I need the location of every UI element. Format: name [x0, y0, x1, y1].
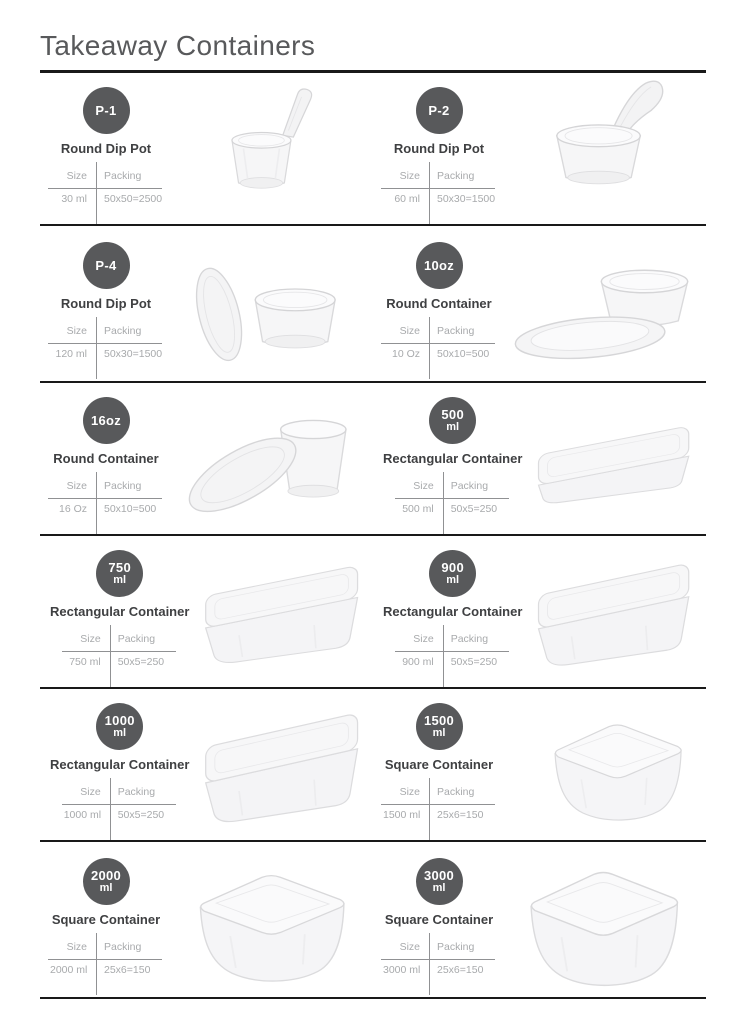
- spec-packing-value: 50x10=500: [104, 502, 157, 515]
- product-code: 2000: [90, 867, 122, 883]
- product-code: 1000: [104, 712, 135, 728]
- product-name: Square Container: [384, 756, 494, 772]
- spec-table: [50, 475, 162, 521]
- product-code: 10oz: [423, 257, 455, 273]
- spec-table: [397, 628, 509, 674]
- product-row-4: [40, 536, 706, 689]
- product-photo-area: [495, 844, 706, 996]
- product-code-unit: ml: [432, 881, 446, 894]
- product-code-badge: [416, 703, 463, 750]
- product-code-badge: [83, 87, 130, 134]
- product-code-badge: [416, 87, 463, 134]
- product-card-1000ml: [40, 689, 373, 840]
- spec-packing-header: Packing: [450, 632, 489, 645]
- spec-table: [50, 320, 162, 366]
- product-name: Round Dip Pot: [393, 140, 485, 156]
- spec-packing-value: 50x30=1500: [437, 192, 496, 205]
- spec-size-value: 1500 ml: [383, 808, 421, 821]
- spec-size-header: Size: [80, 785, 101, 798]
- spec-horizontal-divider: [48, 343, 162, 344]
- page-header: [40, 30, 706, 73]
- spec-packing-value: 50x5=250: [450, 655, 498, 668]
- product-photo-area: [162, 83, 373, 214]
- spec-vertical-divider: [443, 472, 444, 534]
- spec-table: [64, 781, 176, 827]
- product-code: 500: [441, 406, 464, 422]
- spec-size-value: 500 ml: [402, 502, 434, 515]
- spec-packing-header: Packing: [104, 169, 142, 182]
- rectangular-container-illustration: [189, 700, 373, 830]
- product-name: Round Dip Pot: [60, 295, 152, 311]
- square-container-illustration: [165, 849, 370, 991]
- spec-size-value: 2000 ml: [50, 963, 88, 976]
- spec-horizontal-divider: [48, 188, 162, 189]
- spec-packing-value: 50x5=250: [450, 502, 498, 515]
- spec-size-value: 60 ml: [394, 192, 420, 205]
- product-card-p-2: [373, 73, 706, 224]
- product-info: [383, 397, 522, 521]
- spec-size-header: Size: [66, 940, 87, 953]
- spec-horizontal-divider: [381, 959, 495, 960]
- spec-horizontal-divider: [62, 804, 176, 805]
- spec-size-header: Size: [399, 940, 420, 953]
- product-code-unit: ml: [113, 573, 127, 586]
- product-name: Rectangular Container: [383, 603, 523, 619]
- spec-table: [383, 165, 495, 211]
- spec-size-value: 30 ml: [61, 192, 87, 205]
- spec-packing-header: Packing: [437, 940, 475, 953]
- product-code-unit: ml: [432, 726, 446, 739]
- product-code-badge: [429, 397, 476, 444]
- product-code: 750: [108, 559, 131, 575]
- spec-vertical-divider: [96, 933, 97, 995]
- product-info: [50, 703, 189, 827]
- product-code: P-4: [95, 257, 117, 273]
- product-row-5: [40, 689, 706, 842]
- product-info: [383, 87, 495, 211]
- spec-size-header: Size: [399, 785, 420, 798]
- spec-packing-header: Packing: [117, 785, 156, 798]
- product-code: 900: [441, 559, 464, 575]
- spec-horizontal-divider: [48, 498, 162, 499]
- product-photo-area: [495, 701, 706, 829]
- spec-size-value: 750 ml: [69, 655, 101, 668]
- product-code-badge: [96, 703, 143, 750]
- rectangular-container-illustration: [189, 554, 373, 670]
- product-info: [50, 550, 189, 674]
- spec-packing-header: Packing: [437, 785, 475, 798]
- spec-vertical-divider: [429, 778, 430, 840]
- spec-vertical-divider: [429, 317, 430, 379]
- spec-horizontal-divider: [395, 651, 509, 652]
- spec-vertical-divider: [443, 625, 444, 687]
- spec-packing-header: Packing: [450, 479, 489, 492]
- rectangular-container-illustration: [522, 551, 704, 673]
- product-name: Round Dip Pot: [60, 140, 152, 156]
- spec-table: [383, 320, 495, 366]
- product-name: Rectangular Container: [50, 603, 190, 619]
- product-photo-area: [162, 849, 373, 991]
- product-info: [383, 858, 495, 982]
- product-code-badge: [83, 858, 130, 905]
- square-container-illustration: [495, 844, 704, 996]
- product-photo-area: [495, 229, 706, 379]
- spec-packing-header: Packing: [104, 479, 142, 492]
- product-code-badge: [416, 242, 463, 289]
- spec-packing-header: Packing: [437, 169, 475, 182]
- spec-size-value: 120 ml: [55, 347, 87, 360]
- spec-packing-header: Packing: [104, 324, 142, 337]
- spec-table: [50, 165, 162, 211]
- product-photo-area: [522, 551, 706, 673]
- product-card-16oz: [40, 383, 373, 534]
- spec-vertical-divider: [96, 162, 97, 224]
- product-card-p-4: [40, 226, 373, 381]
- product-photo-area: [162, 231, 373, 376]
- product-card-900ml: [373, 536, 706, 687]
- product-info: [383, 550, 522, 674]
- page-title: Takeaway Containers: [40, 30, 316, 61]
- spec-packing-value: 50x30=1500: [104, 347, 163, 360]
- spec-table: [50, 936, 162, 982]
- spec-size-header: Size: [413, 479, 434, 492]
- spec-size-header: Size: [66, 169, 87, 182]
- product-row-3: [40, 383, 706, 536]
- product-card-500ml: [373, 383, 706, 534]
- product-info: [383, 242, 495, 366]
- spec-size-header: Size: [413, 632, 434, 645]
- spec-table: [397, 475, 509, 521]
- spec-size-header: Size: [66, 324, 87, 337]
- spec-packing-header: Packing: [104, 940, 142, 953]
- product-card-10oz: [373, 226, 706, 381]
- spec-vertical-divider: [96, 317, 97, 379]
- round-dip-pot-open-lid-illustration: [504, 76, 704, 221]
- product-card-3000ml: [373, 842, 706, 997]
- product-name: Square Container: [51, 911, 161, 927]
- product-code: P-2: [428, 102, 450, 118]
- product-info: [50, 397, 162, 521]
- spec-packing-header: Packing: [437, 324, 475, 337]
- spec-size-value: 10 Oz: [391, 347, 420, 360]
- product-card-p-1: [40, 73, 373, 224]
- spec-size-header: Size: [80, 632, 101, 645]
- spec-vertical-divider: [429, 162, 430, 224]
- rectangular-container-illustration: [522, 404, 704, 514]
- product-info: [50, 242, 162, 366]
- product-code-badge: [83, 397, 130, 444]
- product-photo-area: [162, 386, 373, 531]
- product-code-badge: [429, 550, 476, 597]
- spec-size-header: Size: [399, 169, 420, 182]
- spec-table: [64, 628, 176, 674]
- square-container-illustration: [524, 701, 704, 829]
- spec-vertical-divider: [110, 625, 111, 687]
- spec-size-value: 1000 ml: [63, 808, 102, 821]
- spec-horizontal-divider: [381, 343, 495, 344]
- product-code-unit: ml: [446, 573, 460, 586]
- spec-packing-value: 25x6=150: [437, 963, 484, 976]
- product-info: [383, 703, 495, 827]
- product-code: P-1: [95, 102, 117, 118]
- spec-horizontal-divider: [395, 498, 509, 499]
- product-code: 1500: [423, 712, 455, 728]
- spec-packing-value: 25x6=150: [437, 808, 484, 821]
- product-info: [50, 87, 162, 211]
- spec-packing-value: 25x6=150: [104, 963, 151, 976]
- spec-size-header: Size: [66, 479, 87, 492]
- round-dip-pot-open-lid-illustration: [178, 83, 358, 214]
- product-code-badge: [83, 242, 130, 289]
- product-code-unit: ml: [113, 726, 127, 739]
- spec-horizontal-divider: [381, 188, 495, 189]
- product-photo-area: [495, 76, 706, 221]
- product-name: Round Container: [386, 295, 492, 311]
- product-card-750ml: [40, 536, 373, 687]
- spec-table: [383, 936, 495, 982]
- product-name: Rectangular Container: [50, 756, 190, 772]
- product-code-unit: ml: [99, 881, 113, 894]
- spec-horizontal-divider: [381, 804, 495, 805]
- spec-table: [383, 781, 495, 827]
- spec-vertical-divider: [429, 933, 430, 995]
- product-name: Square Container: [384, 911, 494, 927]
- spec-packing-value: 50x10=500: [437, 347, 490, 360]
- product-name: Round Container: [53, 450, 159, 466]
- spec-size-value: 16 Oz: [58, 502, 87, 515]
- round-container-lid-front-illustration: [495, 229, 704, 379]
- spec-size-value: 3000 ml: [383, 963, 421, 976]
- round-container-leaning-lid-illustration: [168, 386, 368, 531]
- spec-size-value: 900 ml: [402, 655, 434, 668]
- spec-packing-value: 50x5=250: [117, 655, 165, 668]
- spec-vertical-divider: [110, 778, 111, 840]
- spec-packing-value: 50x5=250: [117, 808, 165, 821]
- round-pot-leaning-lid-illustration: [168, 231, 368, 376]
- product-row-1: [40, 73, 706, 226]
- product-card-1500ml: [373, 689, 706, 840]
- spec-horizontal-divider: [62, 651, 176, 652]
- product-photo-area: [522, 404, 706, 514]
- product-code-badge: [96, 550, 143, 597]
- product-row-2: [40, 226, 706, 383]
- product-card-2000ml: [40, 842, 373, 997]
- product-code: 16oz: [90, 412, 122, 428]
- product-code-unit: ml: [446, 420, 460, 433]
- product-info: [50, 858, 162, 982]
- product-photo-area: [189, 700, 373, 830]
- product-code-badge: [416, 858, 463, 905]
- product-row-6: [40, 842, 706, 999]
- product-photo-area: [189, 554, 373, 670]
- spec-packing-value: 50x50=2500: [104, 192, 163, 205]
- spec-packing-header: Packing: [117, 632, 156, 645]
- product-name: Rectangular Container: [383, 450, 523, 466]
- spec-vertical-divider: [96, 472, 97, 534]
- spec-horizontal-divider: [48, 959, 162, 960]
- product-code: 3000: [423, 867, 455, 883]
- spec-size-header: Size: [399, 324, 420, 337]
